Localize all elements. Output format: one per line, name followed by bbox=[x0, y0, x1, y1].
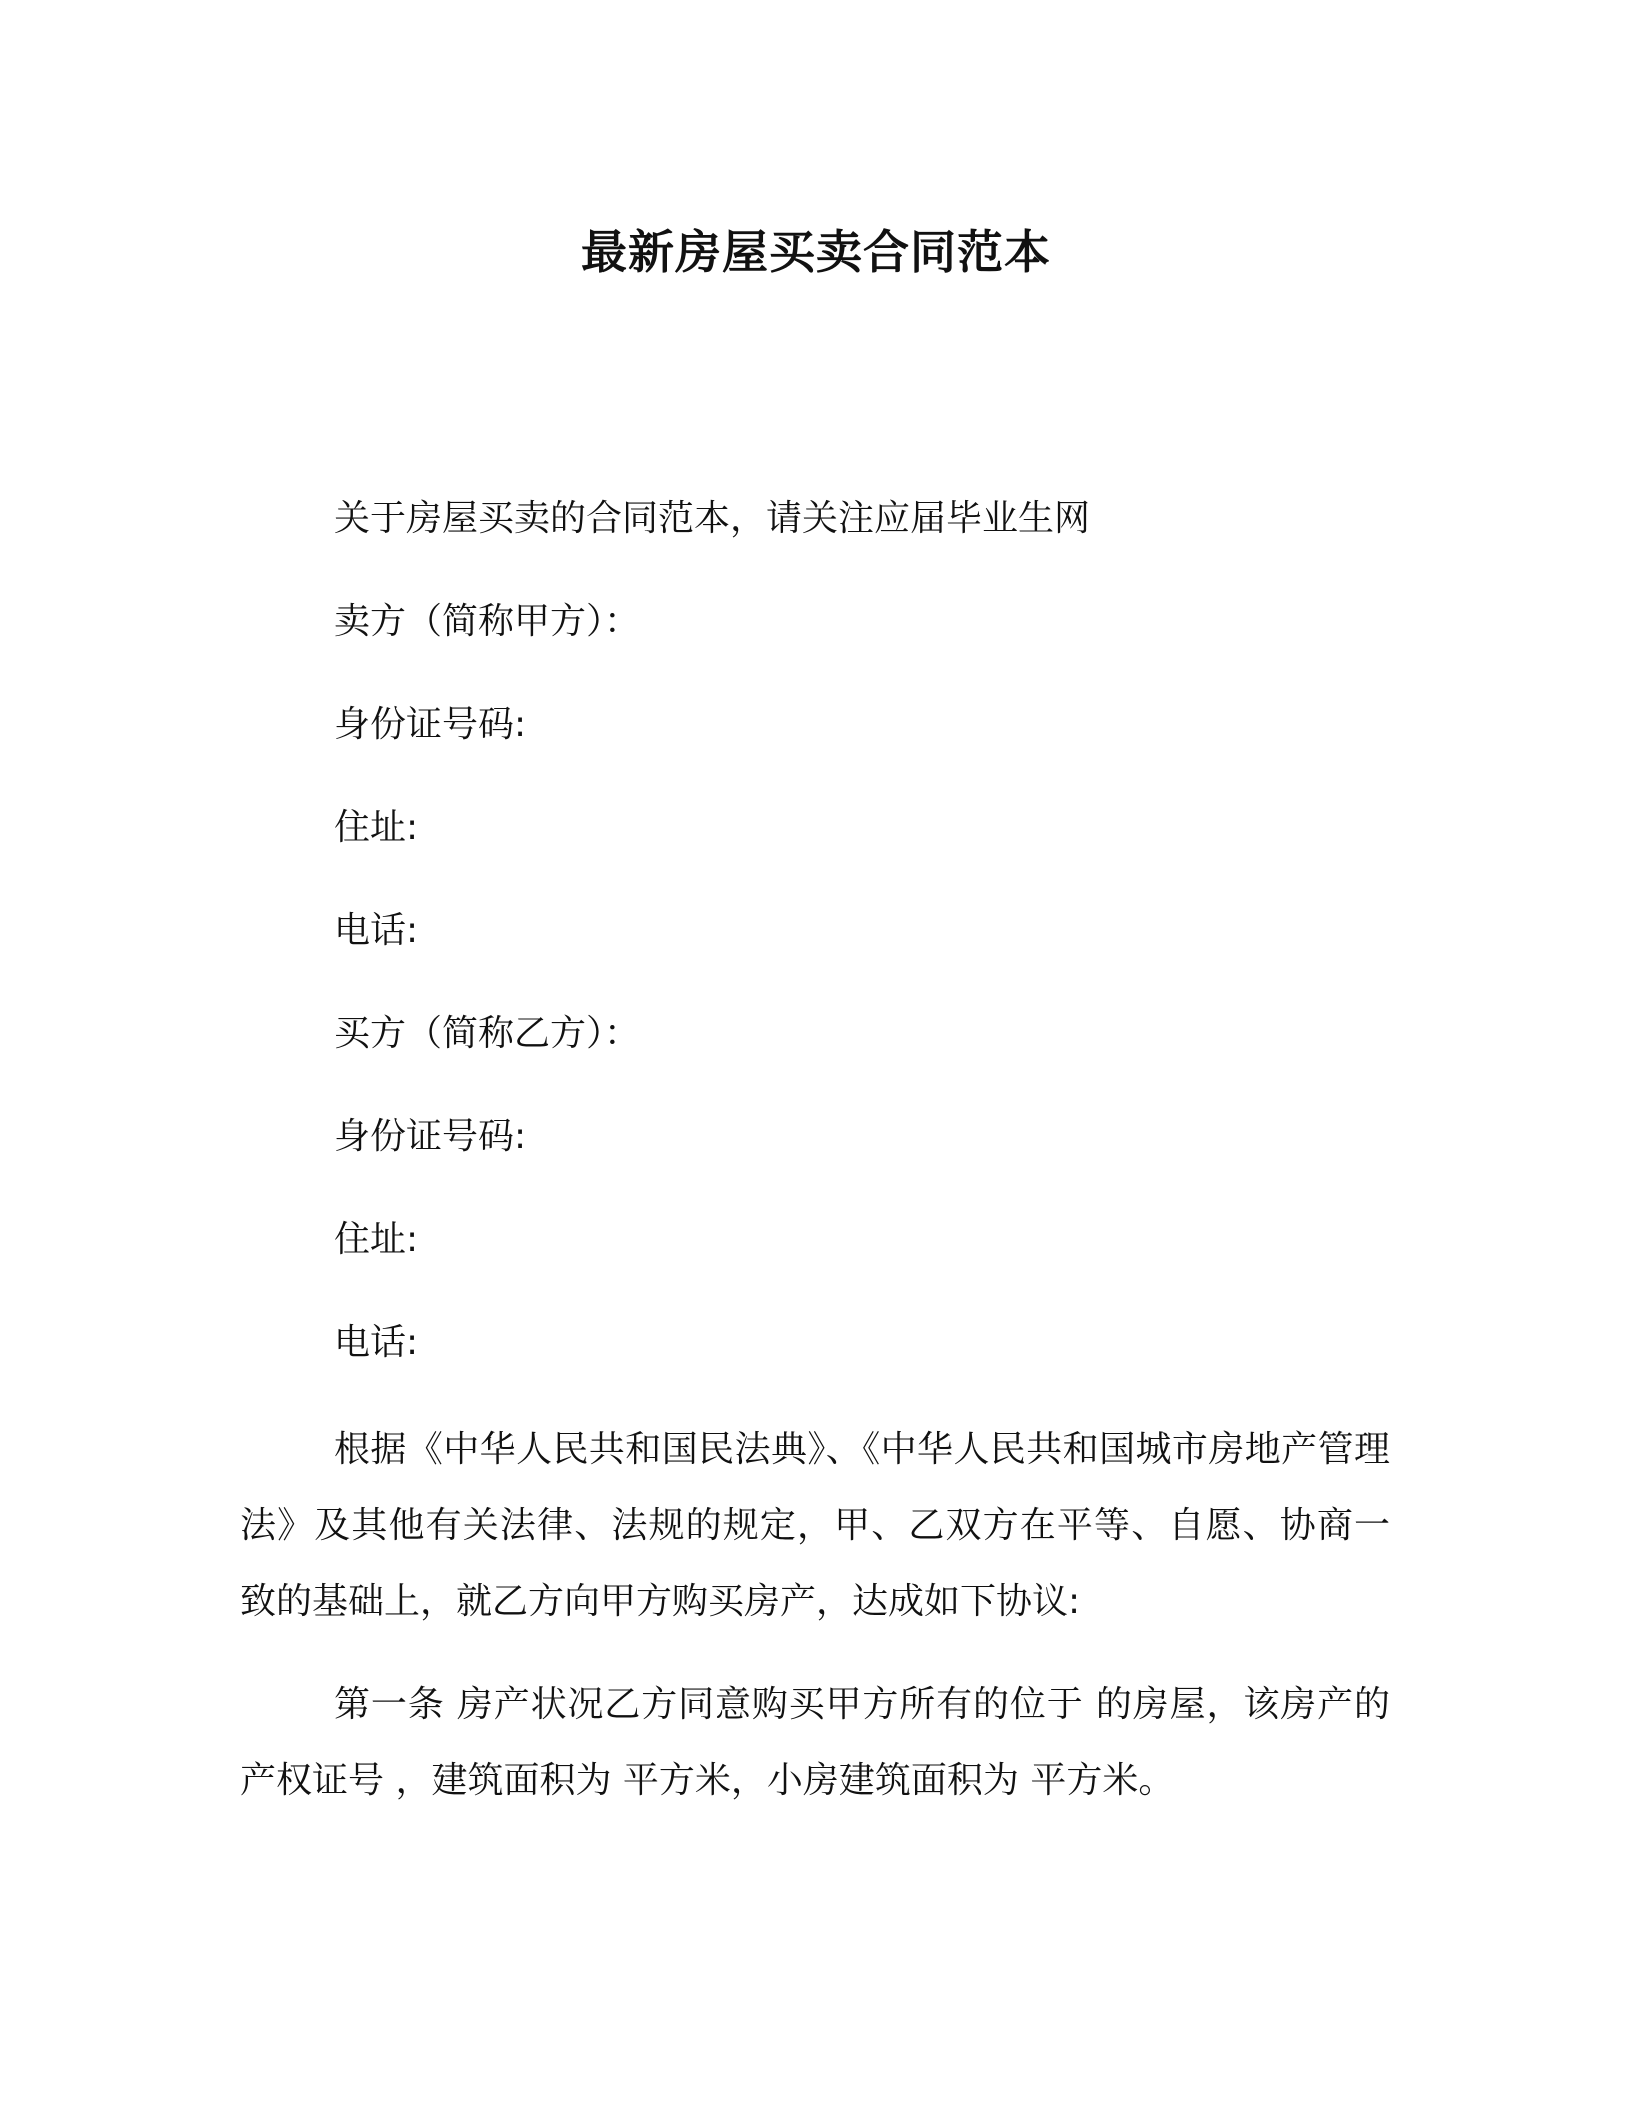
legal-basis-paragraph: 根据《中华人民共和国民法典》、《中华人民共和国城市房地产管理法》及其他有关法律、法规的规定，甲、乙双方在平等、自愿、协商一致的基础上，就乙方向甲方购买房产，达成如下协议: bbox=[240, 1429, 1390, 1622]
document-title: 最新房屋买卖合同范本 bbox=[581, 225, 1051, 279]
buyer-address-label: 住址: bbox=[334, 1219, 419, 1260]
buyer-phone-label: 电话: bbox=[334, 1322, 419, 1363]
seller-address-label: 住址: bbox=[334, 807, 419, 848]
seller-id-label: 身份证号码: bbox=[334, 704, 527, 745]
buyer-id-label: 身份证号码: bbox=[334, 1116, 527, 1157]
article-one-paragraph: 第一条 房产状况乙方同意购买甲方所有的位于 的房屋，该房产的产权证号 ，建筑面积为 平方米，小房建筑面积为 平方米。 bbox=[240, 1684, 1390, 1801]
seller-phone-label: 电话: bbox=[334, 910, 419, 951]
intro-line: 关于房屋买卖的合同范本，请关注应届毕业生网 bbox=[334, 498, 1091, 539]
seller-label: 卖方（简称甲方）： bbox=[334, 601, 641, 642]
buyer-label: 买方（简称乙方）： bbox=[334, 1013, 641, 1054]
